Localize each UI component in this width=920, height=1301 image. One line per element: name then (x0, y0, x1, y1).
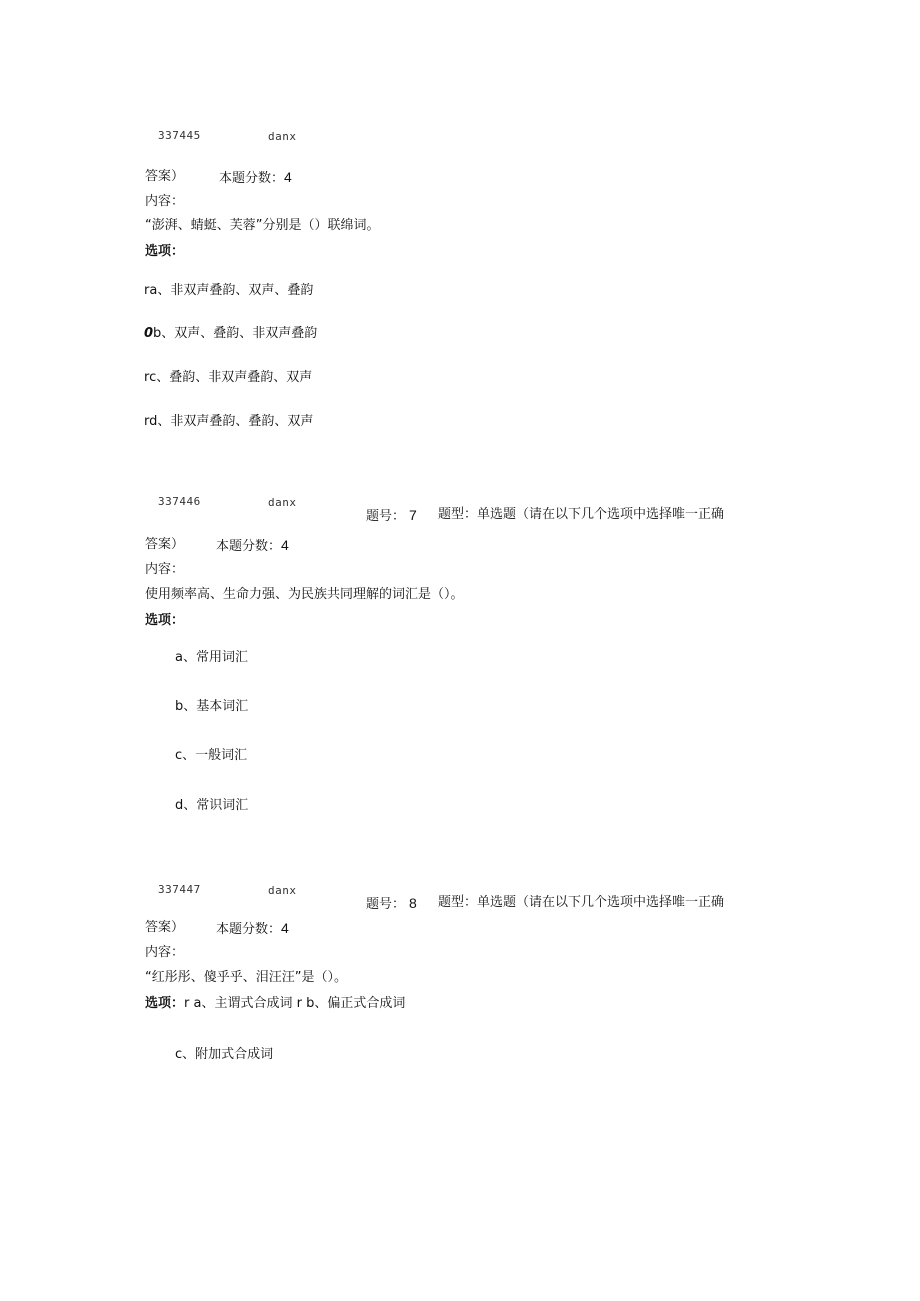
score-value: 4 (281, 920, 289, 936)
question-number: 题号： 8 (366, 895, 417, 912)
question-content: “澎湃、蜻蜓、芙蓉”分别是（）联绵词。 (145, 218, 380, 233)
score-label: 本题分数：4 (216, 920, 289, 937)
question-type-code: danx (268, 130, 297, 143)
question-id: 337446 (158, 495, 201, 508)
question-type-text: 题型：单选题（请在以下几个选项中选择唯一正确 (438, 507, 725, 522)
option-a[interactable]: a、常用词汇 (175, 650, 248, 665)
options-label: 选项： (145, 996, 185, 1011)
question-id: 337447 (158, 883, 201, 896)
option-d[interactable]: rd、非双声叠韵、叠韵、双声 (144, 414, 314, 429)
option-b[interactable]: b、基本词汇 (175, 699, 249, 714)
content-label: 内容： (145, 945, 185, 960)
question-content: “红彤彤、傻乎乎、泪汪汪”是（）。 (145, 970, 347, 985)
options-label: 选项： (145, 613, 185, 628)
question-type-code: danx (268, 884, 297, 897)
question-type-text: 题型：单选题（请在以下几个选项中选择唯一正确 (438, 895, 725, 910)
radio-selected-icon: 0 (144, 326, 154, 341)
question-content: 使用频率高、生命力强、为民族共同理解的词汇是（）。 (145, 587, 464, 602)
options-row (145, 997, 405, 1010)
answer-instruction-tail: 答案） (145, 920, 185, 935)
question-type-code: danx (268, 496, 297, 509)
score-label: 本题分数：4 (219, 169, 292, 186)
radio-unselected-icon: r (144, 283, 150, 298)
content-label: 内容： (145, 562, 185, 577)
content-label: 内容： (145, 194, 185, 209)
answer-instruction-tail: 答案） (145, 169, 185, 184)
question-id: 337445 (158, 129, 201, 142)
radio-unselected-icon: r (144, 414, 150, 429)
score-label: 本题分数：4 (216, 537, 289, 554)
option-c[interactable]: c、一般词汇 (175, 748, 248, 763)
answer-instruction-tail: 答案） (145, 537, 185, 552)
score-value: 4 (284, 169, 292, 185)
inline-options[interactable]: r a、主谓式合成词 r b、偏正式合成词 (184, 996, 406, 1011)
option-a[interactable]: ra、非双声叠韵、双声、叠韵 (144, 283, 314, 298)
option-c[interactable]: rc、叠韵、非双声叠韵、双声 (144, 370, 313, 385)
score-value: 4 (281, 537, 289, 553)
radio-unselected-icon: r (144, 370, 150, 385)
options-label: 选项： (145, 244, 185, 259)
option-b[interactable]: 0b、双声、叠韵、非双声叠韵 (144, 326, 318, 341)
option-d[interactable]: d、常识词汇 (175, 798, 249, 813)
question-number: 题号： 7 (366, 507, 417, 524)
option-c[interactable]: c、附加式合成词 (175, 1047, 274, 1062)
